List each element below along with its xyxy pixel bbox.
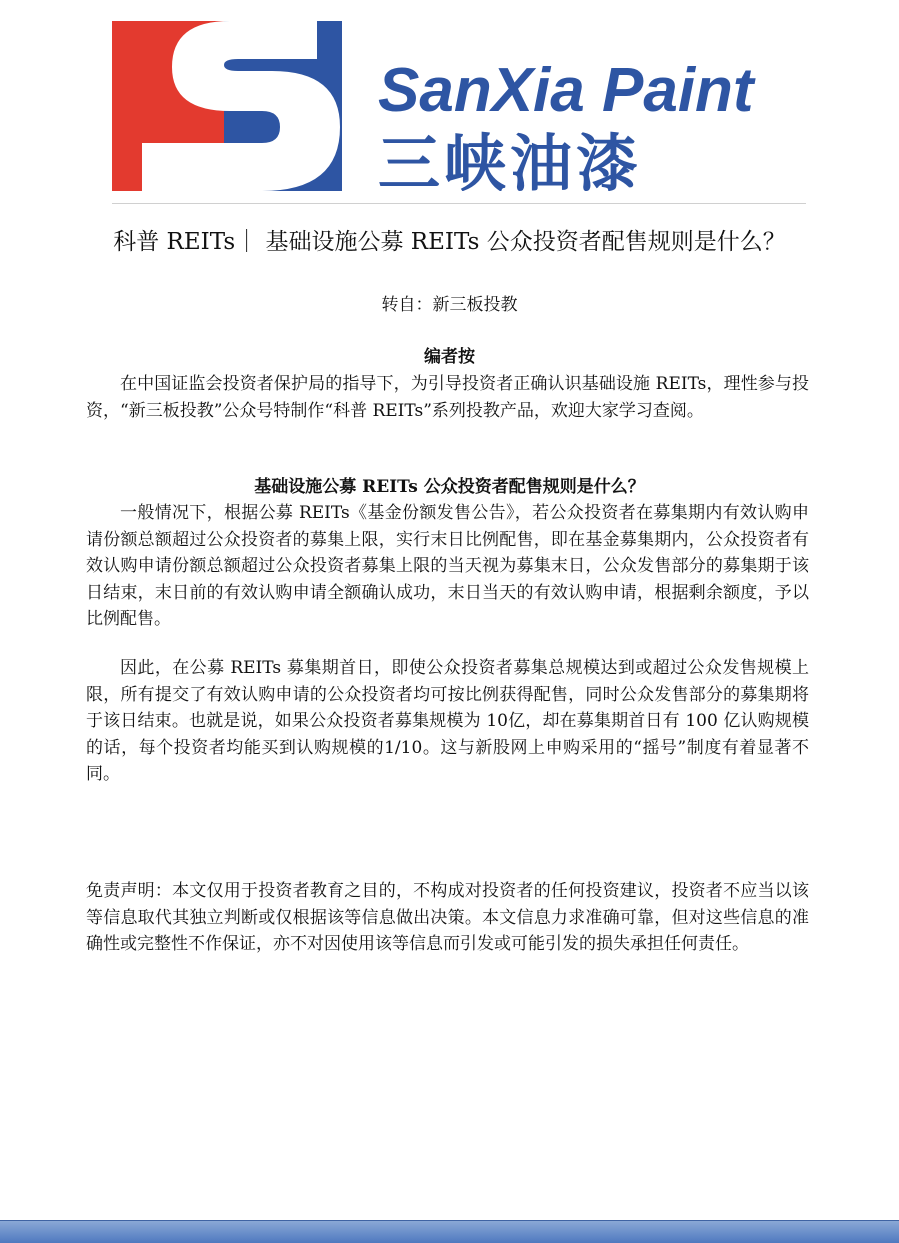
editor-note-heading: 编者按 [424,347,475,367]
logo-divider [112,203,806,204]
source-line: 转自：新三板投教 [381,295,518,315]
sanxia-paint-logo [112,21,806,191]
disclaimer-text: 免责声明：本文仅用于投资者教育之目的，不构成对投资者的任何投资建议，投资者不应当以该等信息取代其独立判断或仅根据该等信息做出决策。本文信息力求准确可靠，但对这些信息的准确性或完整性不作保证，亦不对因使用该等信息而引发或可能引发的损失承担任何责任。 [86,881,809,954]
editor-note-text: 在中国证监会投资者保护局的指导下，为引导投资者正确认识基础设施 REITs，理性参与投资，“新三板投教”公众号特制作“科普 REITs”系列投教产品，欢迎大家学习查阅。 [86,374,809,421]
logo-brand-text-cn: 三峡油漆 [378,127,643,191]
body-paragraph: 一般情况下，根据公募 REITs《基金份额发售公告》，若公众投资者在募集期内有效认购申请份额总额超过公众投资者的募集上限，实行末日比例配售，即在基金募集期内，公众投资者有效认购申请份额总额超过公众投资者募集上限的当天视为募集末日，公众发售部分的募集期于该日结束，末日前的有效认购申请全额确认成功，末日当天的有效认购申请，根据剩余额度，予以比例配售。 [86,503,809,629]
window-bottom-bar [0,1220,899,1243]
section-heading: 基础设施公募 REITs 公众投资者配售规则是什么？ [254,477,645,497]
body-paragraph: 因此，在公募 REITs 募集期首日，即使公众投资者募集总规模达到或超过公众发售规模上限，所有提交了有效认购申请的公众投资者均可按比例获得配售，同时公众发售部分的募集期将于该日结束。也就是说，如果公众投资者募集规模为 10亿，却在募集期首日有 100 亿认购规模的话，每个投资者均能买到认购规模的1/10。这与新股网上申购采用的“摇号”制度有着显著不同。 [86,658,809,784]
logo-brand-text: SanXia Paint [378,56,754,125]
page-title: 科普 REITs｜ 基础设施公募 REITs 公众投资者配售规则是什么？ [113,229,786,255]
